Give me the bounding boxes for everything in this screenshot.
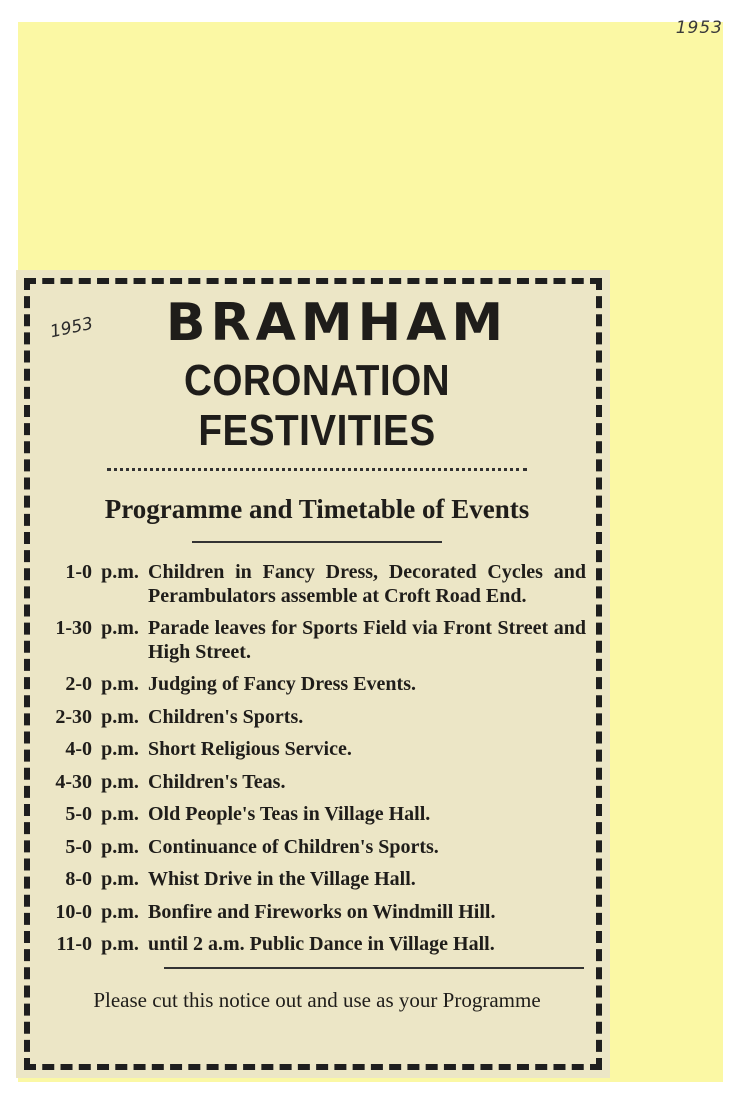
event-item xyxy=(40,803,594,827)
event-item xyxy=(40,706,594,730)
event-time: 10-0 xyxy=(55,900,92,923)
event-description: until 2 a.m. Public Dance in Village Hall. xyxy=(148,933,495,955)
event-period: p.m. xyxy=(101,738,139,760)
event-item xyxy=(40,771,594,795)
page-year-note: 1953 xyxy=(675,18,723,38)
event-period: p.m. xyxy=(101,933,139,955)
event-time: 5-0 xyxy=(65,803,92,825)
notice-subtitle: CORONATION FESTIVITIES xyxy=(183,356,451,455)
event-description: Short Religious Service. xyxy=(148,738,352,760)
event-description: Whist Drive in the Village Hall. xyxy=(148,868,416,890)
event-time: 5-0 xyxy=(65,835,92,858)
event-time: 1-0 xyxy=(65,561,92,583)
event-period: p.m. xyxy=(101,673,139,695)
event-period: p.m. xyxy=(101,835,139,858)
event-time: 8-0 xyxy=(65,868,92,890)
clipping-content xyxy=(40,294,594,1064)
event-description: Judging of Fancy Dress Events. xyxy=(148,673,416,695)
event-item xyxy=(40,836,594,860)
event-description: Bonfire and Fireworks on Windmill Hill. xyxy=(148,900,496,923)
event-time: 2-0 xyxy=(65,673,92,695)
event-item xyxy=(40,617,594,664)
event-item xyxy=(40,738,594,762)
handwritten-year: 1953 xyxy=(48,313,95,343)
event-description: Continuance of Children's Sports. xyxy=(148,835,439,858)
event-item xyxy=(40,933,594,957)
dotted-divider xyxy=(107,468,527,471)
event-item xyxy=(40,561,594,608)
event-description: Old People's Teas in Village Hall. xyxy=(148,803,431,825)
event-period: p.m. xyxy=(101,868,139,890)
event-item xyxy=(40,901,594,925)
event-description: Children in Fancy Dress, Decorated Cycles and Perambulators assemble at Croft Road End. xyxy=(148,561,586,607)
event-time: 1-30 xyxy=(55,617,92,639)
newspaper-clipping xyxy=(16,270,610,1078)
event-description: Children's Sports. xyxy=(148,705,304,728)
event-description: Parade leaves for Sports Field via Front Street and High Street. xyxy=(148,617,586,663)
heading-divider xyxy=(192,541,442,543)
event-period: p.m. xyxy=(101,561,139,583)
event-time: 4-30 xyxy=(55,770,92,793)
event-item xyxy=(40,868,594,892)
event-time: 4-0 xyxy=(65,738,92,760)
events-list xyxy=(40,561,594,957)
event-period: p.m. xyxy=(101,770,139,793)
footer-note: Please cut this notice out and use as your Programme xyxy=(93,987,541,1012)
event-period: p.m. xyxy=(101,900,139,923)
event-period: p.m. xyxy=(101,803,139,825)
notice-title: BRAMHAM xyxy=(165,293,509,353)
event-period: p.m. xyxy=(101,617,139,639)
event-description: Children's Teas. xyxy=(148,770,286,793)
event-time: 11-0 xyxy=(56,933,92,955)
event-period: p.m. xyxy=(101,705,139,728)
programme-heading: Programme and Timetable of Events xyxy=(104,494,530,524)
event-item xyxy=(40,673,594,697)
footer-divider xyxy=(164,967,584,969)
event-time: 2-30 xyxy=(55,705,92,728)
